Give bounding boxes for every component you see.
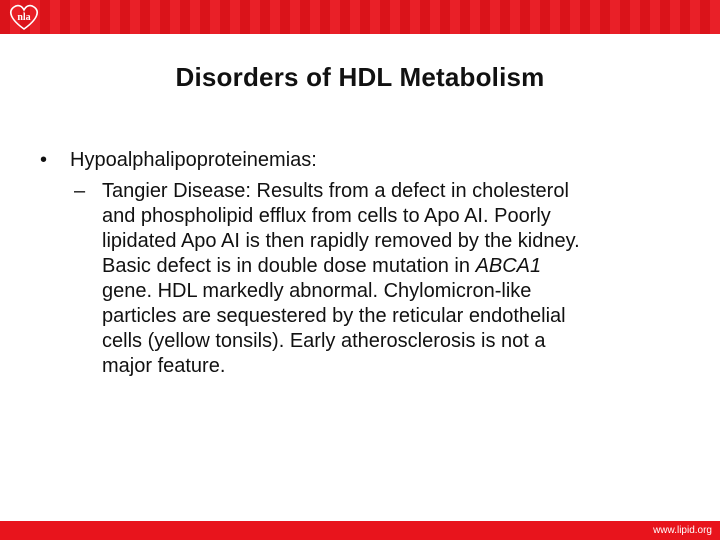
sub-bullet-line-2: and phospholipid efflux from cells to Apo AI. Poorly: [102, 205, 551, 227]
header-banner: [0, 0, 720, 34]
sub-bullet-line-3: lipidated Apo AI is then rapidly removed by the kidney.: [102, 230, 580, 252]
sub-bullet-line-4-text: Basic defect is in double dose mutation in: [102, 255, 476, 277]
sub-bullet-line-1: Tangier Disease: Results from a defect in cholesterol: [102, 180, 569, 202]
slide-title: Disorders of HDL Metabolism: [175, 62, 545, 92]
sub-bullet-line-5: gene. HDL markedly abnormal. Chylomicron-like: [102, 280, 532, 302]
slide-content: [40, 148, 700, 379]
nla-logo: [6, 3, 42, 31]
gene-name: ABCA1: [475, 255, 542, 277]
bullet-marker: •: [40, 149, 48, 171]
sub-bullet-marker: –: [74, 180, 86, 202]
footer-banner: [0, 521, 720, 540]
svg-text:nla: nla: [17, 12, 31, 23]
sub-bullet-line-4: [102, 254, 700, 279]
sub-bullet-line-7: cells (yellow tonsils). Early atherosclerosis is not a: [102, 330, 546, 352]
sub-bullet-item: [74, 179, 700, 379]
sub-bullet-line-8: major feature.: [102, 355, 226, 377]
bullet-item: [40, 148, 700, 173]
website-link[interactable]: www.lipid.org: [653, 525, 712, 536]
bullet-text: Hypoalphalipoproteinemias:: [70, 149, 317, 171]
sub-bullet-line-6: particles are sequestered by the reticular endothelial: [102, 305, 566, 327]
